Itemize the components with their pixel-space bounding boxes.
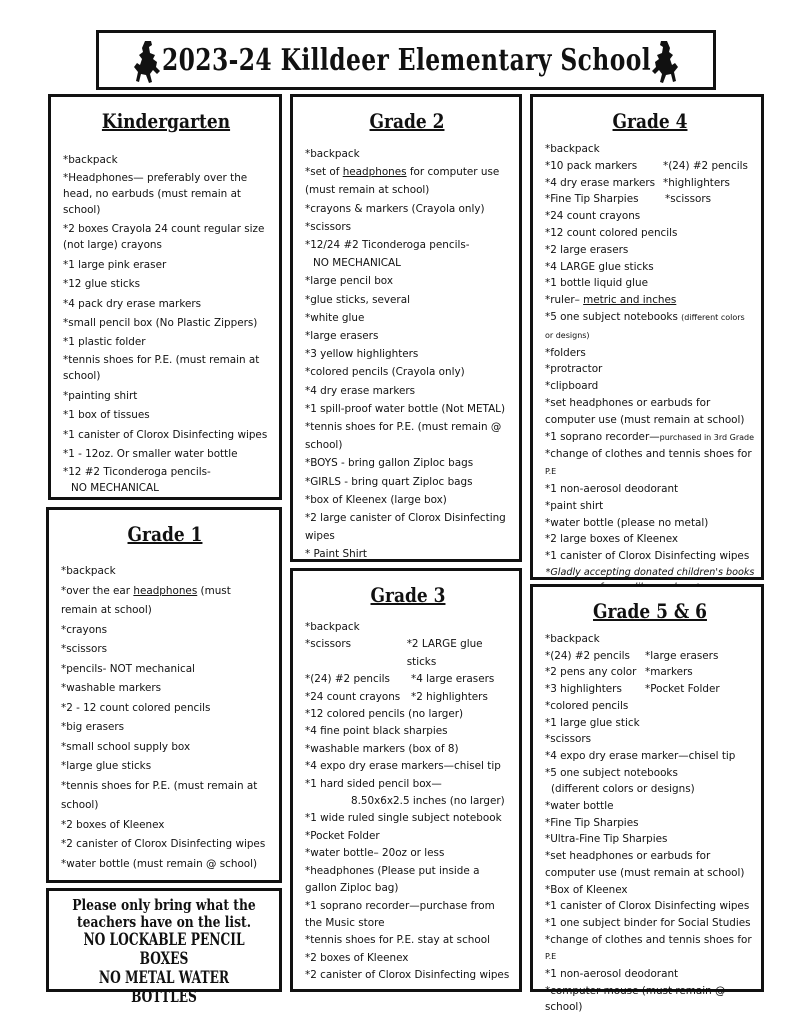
list-item: *scissors: [305, 220, 352, 233]
grade4-title: Grade 4: [612, 109, 688, 133]
item-text: *scissors: [305, 638, 352, 651]
list-item: *2 large boxes of Kleenex: [545, 533, 679, 546]
grade3-title: Grade 3: [370, 583, 446, 607]
list-item: *5 one subject notebooks: [545, 766, 678, 779]
list-item: *4 expo dry erase markers—chisel tip: [305, 760, 501, 773]
notice-line: Please only bring what the: [72, 896, 256, 914]
list-item: *12 #2 Ticonderoga pencils-: [63, 466, 211, 479]
list-item: *12 glue sticks: [63, 278, 141, 291]
list-item: *crayons: [61, 623, 108, 636]
list-item: *1 canister of Clorox Disinfecting wipes: [545, 900, 750, 913]
list-item: * Paint Shirt: [305, 548, 367, 561]
kindergarten-box: [48, 94, 282, 500]
list-item: *2 canister of Clorox Disinfecting wipes: [61, 838, 266, 850]
list-item: *tennis shoes for P.E. (must remain at school): [63, 354, 260, 383]
list-item: *clipboard: [545, 380, 599, 393]
list-item: *4 dry erase markers: [305, 384, 416, 397]
list-item: *2 boxes of Kleenex: [61, 818, 165, 831]
list-item: [545, 932, 755, 966]
list-item: *3 yellow highlighters: [305, 348, 419, 361]
list-item: *colored pencils: [545, 699, 629, 712]
list-item: *2 - 12 count colored pencils: [61, 701, 211, 714]
grade2-box: [290, 94, 522, 562]
list-item: *12/24 #2 Ticonderoga pencils-: [305, 239, 470, 252]
list-item: *white glue: [305, 311, 365, 324]
notice-line: NO LOCKABLE PENCIL BOXES: [83, 930, 245, 969]
grade1-title: Grade 1: [127, 522, 203, 546]
item-text: *1 soprano recorder—: [545, 430, 660, 443]
item-text: *change of clothes and tennis shoes for: [545, 933, 752, 946]
list-item: [305, 163, 509, 199]
list-item: *painting shirt: [63, 390, 138, 403]
library-note: *Gladly accepting donated children's books: [545, 566, 755, 578]
item-text: *markers: [645, 666, 693, 679]
list-item: *4 pack dry erase markers: [63, 297, 202, 310]
list-item: *1 plastic folder: [63, 336, 146, 349]
list-item: *washable markers: [61, 682, 162, 694]
list-item: *GIRLS - bring quart Ziploc bags: [305, 475, 473, 488]
list-item: *2 boxes Crayola 24 count regular size (not large) crayons: [63, 223, 265, 252]
item-text: *Pocket Folder: [645, 683, 720, 696]
item-text: *(24) #2 pencils: [663, 159, 748, 172]
list-item: *water bottle: [545, 800, 614, 813]
list-item: *2 large erasers: [545, 243, 629, 256]
header-box: [96, 30, 716, 90]
bronco-rider-icon: [645, 39, 685, 83]
list-item: *12 count colored pencils: [545, 226, 678, 239]
list-item: [545, 681, 755, 698]
item-text: *set of: [305, 166, 343, 179]
list-item: *12 colored pencils (no larger): [305, 708, 464, 721]
grade2-list: [305, 145, 509, 564]
notice-line: teachers have on the list.: [77, 913, 251, 931]
list-item: *2 canister of Clorox Disinfecting wipes: [305, 969, 510, 982]
item-text: *Fine Tip Sharpies: [545, 193, 639, 206]
list-item: [545, 175, 755, 192]
list-item: *1 canister of Clorox Disinfecting wipes: [545, 550, 750, 563]
list-item: *tennis shoes for P.E. (must remain @ school): [305, 421, 502, 452]
list-item: *backpack: [305, 621, 360, 633]
list-item: *1 bottle liquid glue: [545, 277, 648, 290]
list-item: [305, 689, 511, 706]
list-item: *tennis shoes for P.E. (must remain at school): [61, 779, 258, 811]
grade56-box: [530, 584, 764, 1014]
list-item: *tennis shoes for P.E. stay at school: [305, 934, 490, 947]
list-item: 8.50x6x2.5 inches (no larger): [351, 795, 505, 808]
list-item: (different colors or designs): [551, 783, 695, 796]
list-item: *large glue sticks: [61, 760, 152, 772]
list-item: [305, 636, 511, 671]
list-item: *1 canister of Clorox Disinfecting wipes: [63, 428, 268, 441]
kindergarten-title: Kindergarten: [101, 109, 231, 133]
item-text: *large erasers: [645, 649, 719, 662]
list-item: *water bottle (must remain @ school): [61, 857, 258, 870]
list-item: *headphones (Please put inside a gallon Ziploc bag): [305, 864, 480, 895]
list-item: *small pencil box (No Plastic Zippers): [63, 316, 258, 329]
list-item: *4 fine point black sharpies: [305, 725, 448, 738]
item-text-underlined: headphones: [133, 584, 198, 597]
grade1-list: [61, 562, 269, 874]
list-item: *1 non-aerosol deodorant: [545, 968, 679, 981]
item-text: *3 highlighters: [545, 683, 622, 696]
list-item: *paint shirt: [545, 499, 604, 512]
item-text: *2 pens any color: [545, 666, 637, 679]
list-item: *4 expo dry erase marker—chisel tip: [545, 749, 736, 762]
item-text: *4 dry erase markers: [545, 176, 656, 189]
list-item: NO MECHANICAL: [313, 257, 401, 270]
list-item: *Ultra-Fine Tip Sharpies: [545, 833, 668, 846]
grade3-box: [290, 568, 522, 992]
item-text-underlined: metric and inches: [583, 294, 677, 307]
list-item: *Fine Tip Sharpies: [545, 816, 639, 829]
item-text: *4 large erasers: [411, 673, 495, 686]
list-item: [545, 191, 755, 208]
list-item: *1 non-aerosol deodorant: [545, 482, 679, 495]
list-item: *backpack: [61, 565, 116, 577]
list-item: *1 large glue stick: [545, 716, 640, 729]
list-item: *1 spill-proof water bottle (Not METAL): [305, 402, 506, 415]
item-text: *24 count crayons: [305, 690, 401, 703]
list-item: *1 soprano recorder—purchase from the Music store: [305, 899, 495, 929]
grade2-title: Grade 2: [369, 109, 445, 133]
list-item: *1 hard sided pencil box—: [305, 777, 442, 790]
item-text: for computer use (must remain at school): [305, 166, 500, 197]
list-item: [545, 292, 755, 309]
list-item: [545, 664, 755, 681]
list-item: [545, 309, 755, 345]
list-item: [545, 648, 755, 665]
item-text: *2 highlighters: [411, 690, 488, 703]
item-text-small: (different colors or designs): [545, 312, 745, 340]
item-text-small: P.E: [545, 467, 557, 477]
list-item: *water bottle (please no metal): [545, 516, 709, 529]
list-item: [61, 582, 269, 621]
list-item: *1 wide ruled single subject notebook: [305, 812, 502, 825]
notice-line: NO METAL WATER BOTTLES: [98, 968, 230, 1007]
item-text: *scissors: [665, 193, 712, 206]
item-text: *ruler–: [545, 294, 584, 307]
list-item: *washable markers (box of 8): [305, 742, 459, 755]
list-item: *computer mouse (must remain @ school): [545, 984, 726, 1014]
list-item: *water bottle– 20oz or less: [305, 847, 445, 860]
list-item: [545, 158, 755, 175]
list-item: *folders: [545, 346, 586, 359]
list-item: *1 one subject binder for Social Studies: [545, 916, 751, 929]
list-item: NO MECHANICAL: [71, 482, 159, 495]
list-item: [545, 429, 755, 447]
list-item: *big erasers: [61, 721, 125, 733]
grade56-list: [545, 631, 755, 1016]
list-item: *set headphones or earbuds for computer use (must remain at school): [545, 396, 745, 426]
list-item: *box of Kleenex (large box): [305, 493, 447, 506]
grade4-list: [545, 141, 755, 565]
item-text: *(24) #2 pencils: [305, 673, 390, 686]
item-text: *change of clothes and tennis shoes for: [545, 448, 752, 461]
list-item: *set headphones or earbuds for computer use (must remain at school): [545, 850, 745, 879]
list-item: *backpack: [545, 633, 600, 645]
list-item: *2 boxes of Kleenex: [305, 951, 409, 964]
list-item: *2 large canister of Clorox Disinfecting wipes: [305, 512, 506, 543]
grade4-box: [530, 94, 764, 580]
grade3-list: [305, 619, 511, 985]
item-text: *5 one subject notebooks: [545, 310, 682, 323]
list-item: *small school supply box: [61, 740, 191, 753]
list-item: *1 box of tissues: [63, 409, 150, 422]
list-item: *scissors: [545, 733, 592, 746]
kindergarten-list: [63, 151, 269, 496]
list-item: *large pencil box: [305, 275, 393, 288]
item-text: (must remain at school): [61, 584, 231, 616]
list-item: [545, 446, 755, 481]
item-text: *(24) #2 pencils: [545, 649, 630, 662]
list-item: *backpack: [63, 154, 118, 166]
item-text: *highlighters: [663, 176, 730, 189]
list-item: *backpack: [545, 143, 600, 155]
list-item: *1 large pink eraser: [63, 259, 167, 272]
list-item: *Pocket Folder: [305, 829, 380, 842]
list-item: *backpack: [305, 148, 360, 160]
list-item: *large erasers: [305, 330, 379, 343]
list-item: *glue sticks, several: [305, 293, 410, 306]
list-item: *colored pencils (Crayola only): [305, 366, 465, 379]
list-item: [305, 671, 511, 688]
notice-box: [46, 888, 282, 1007]
grade1-box: [46, 507, 282, 883]
list-item: *Box of Kleenex: [545, 883, 628, 896]
list-item: *protractor: [545, 363, 603, 376]
list-item: *scissors: [61, 643, 108, 655]
list-item: *crayons & markers (Crayola only): [305, 202, 485, 215]
list-item: *BOYS - bring gallon Ziploc bags: [305, 457, 474, 470]
item-text-underlined: headphones: [342, 166, 407, 179]
item-text: *2 LARGE glue sticks: [406, 638, 483, 668]
item-text-small: P.E: [545, 952, 557, 962]
list-item: *1 - 12oz. Or smaller water bottle: [63, 447, 238, 460]
list-item: *Headphones— preferably over the head, no earbuds (must remain at school): [63, 172, 248, 217]
page-title: 2023-24 Killdeer Elementary School: [161, 42, 651, 78]
grade56-title: Grade 5 & 6: [593, 599, 707, 623]
item-text: *over the ear: [61, 584, 134, 597]
item-text: *10 pack markers: [545, 159, 638, 172]
list-item: *24 count crayons: [545, 210, 641, 223]
list-item: *pencils- NOT mechanical: [61, 662, 195, 675]
item-text-small: purchased in 3rd Grade: [659, 432, 755, 442]
list-item: *4 LARGE glue sticks: [545, 260, 654, 273]
